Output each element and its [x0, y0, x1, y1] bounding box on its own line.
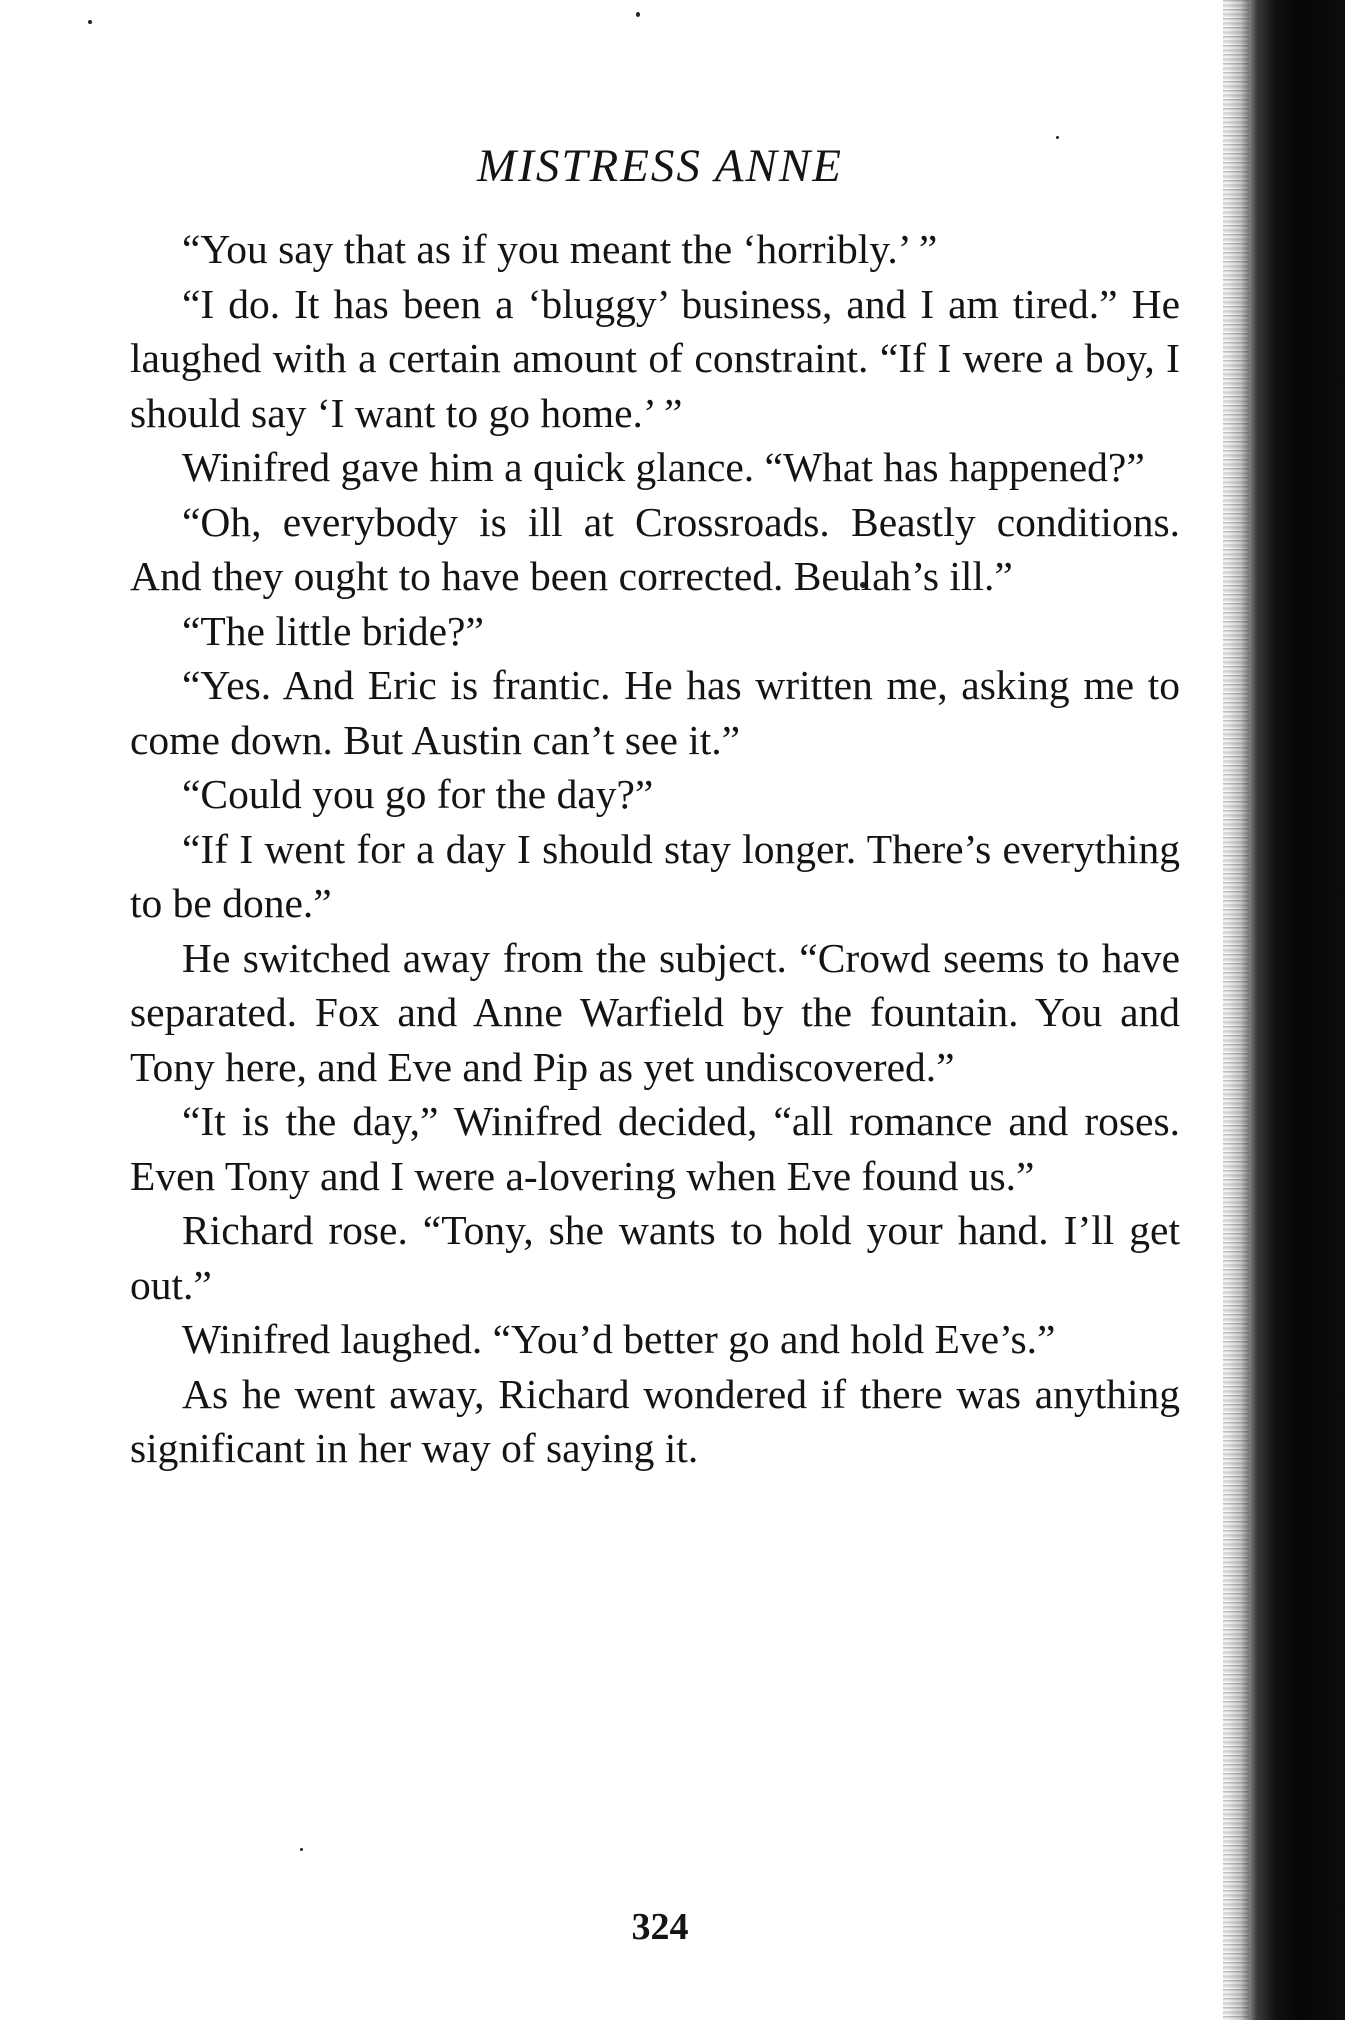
- paragraph: As he went away, Richard wondered if there was anything significant in her way of saying it.: [130, 1370, 1180, 1471]
- paragraph: Winifred gave him a quick glance. “What has happened?”: [182, 444, 1145, 490]
- paragraph: “If I went for a day I should stay longer. There’s everything to be done.”: [130, 825, 1180, 926]
- paragraph: “Yes. And Eric is frantic. He has written me, asking me to come down. But Austin can’t see it.”: [130, 662, 1180, 763]
- page-number: 324: [631, 1906, 689, 1948]
- paragraph: “Oh, everybody is ill at Crossroads. Beastly conditions. And they ought to have been corrected. Beulah’s ill.”: [130, 498, 1180, 599]
- running-head: MISTRESS ANNE: [477, 140, 843, 192]
- paragraph: “I do. It has been a ‘bluggy’ business, and I am tired.” He laughed with a certain amount of constraint. “If I were a boy, I should say ‘I want to go home.’ ”: [130, 280, 1180, 436]
- paragraph: He switched away from the subject. “Crowd seems to have separated. Fox and Anne Warfield by the fountain. You and Tony here, and Eve and Pip as yet undiscovered.”: [130, 934, 1180, 1090]
- paragraph: Richard rose. “Tony, she wants to hold your hand. I’ll get out.”: [130, 1207, 1180, 1308]
- paragraph: Winifred laughed. “You’d better go and hold Eve’s.”: [182, 1316, 1056, 1362]
- print-speck: [636, 12, 640, 17]
- paragraph: “You say that as if you meant the ‘horribly.’ ”: [182, 226, 938, 272]
- paragraph: “It is the day,” Winifred decided, “all romance and roses. Even Tony and I were a-lovering when Eve found us.”: [130, 1098, 1180, 1199]
- print-speck: [88, 20, 92, 24]
- paragraph: “The little bride?”: [182, 607, 484, 654]
- binding-texture: [1223, 0, 1249, 2020]
- print-speck: [300, 1848, 303, 1851]
- body-text: [130, 222, 1180, 1476]
- paragraph: “Could you go for the day?”: [182, 771, 654, 817]
